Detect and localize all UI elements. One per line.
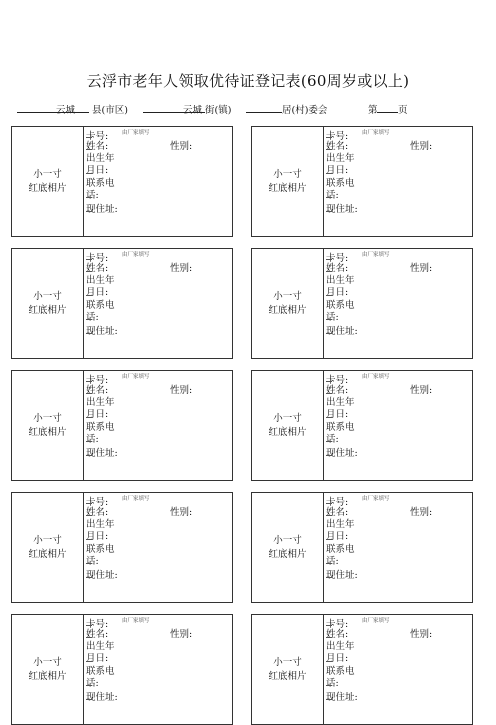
registration-card (251, 614, 473, 725)
info-fields (86, 249, 232, 358)
photo-label-2: 红底相片 (268, 670, 307, 682)
card-no-note: 由厂家填写 (362, 496, 390, 502)
address-label: 现住址: (86, 570, 118, 581)
birth-label-1: 出生年 (326, 153, 355, 164)
photo-label-1: 小一寸 (273, 656, 302, 668)
photo-label-2: 红底相片 (268, 182, 307, 194)
birth-label-2: 月日: (326, 531, 349, 542)
photo-label-2: 红底相片 (28, 548, 67, 560)
name-label: 姓名: (86, 385, 109, 396)
card-no-label: 卡号: (326, 131, 349, 142)
phone-label-2: 话: (326, 678, 339, 689)
phone-label-2: 话: (86, 190, 99, 201)
name-label: 姓名: (326, 141, 349, 152)
card-no-label: 卡号: (86, 497, 109, 508)
phone-label-1: 联系电 (86, 178, 115, 189)
name-label: 姓名: (86, 263, 109, 274)
photo-label-2: 红底相片 (268, 426, 307, 438)
photo-label-1: 小一寸 (33, 290, 62, 302)
photo-placeholder (12, 493, 84, 602)
card-no-label: 卡号: (326, 375, 349, 386)
card-no-note: 由厂家填写 (362, 252, 390, 258)
county-underline (17, 112, 89, 113)
page-underline (377, 112, 398, 113)
info-fields (326, 615, 472, 724)
photo-label-2: 红底相片 (268, 304, 307, 316)
field-divider (326, 211, 332, 212)
street-label: 街(镇) (205, 105, 232, 116)
field-divider (86, 685, 92, 686)
photo-label-1: 小一寸 (273, 168, 302, 180)
photo-label-2: 红底相片 (28, 670, 67, 682)
photo-label-2: 红底相片 (268, 548, 307, 560)
address-label: 现住址: (326, 570, 358, 581)
field-divider (326, 563, 332, 564)
phone-label-2: 话: (86, 556, 99, 567)
photo-placeholder (12, 127, 84, 236)
registration-card (251, 492, 473, 603)
field-divider (326, 661, 332, 662)
phone-label-2: 话: (86, 678, 99, 689)
phone-label-2: 话: (326, 312, 339, 323)
photo-label-2: 红底相片 (28, 426, 67, 438)
phone-label-1: 联系电 (326, 544, 355, 555)
card-no-label: 卡号: (86, 131, 109, 142)
info-fields (86, 127, 232, 236)
birth-label-1: 出生年 (86, 519, 115, 530)
field-divider (86, 319, 92, 320)
field-divider (326, 173, 332, 174)
info-fields (326, 493, 472, 602)
field-divider (326, 393, 332, 394)
name-label: 姓名: (326, 629, 349, 640)
info-fields (86, 493, 232, 602)
field-divider (326, 625, 332, 626)
name-label: 姓名: (326, 385, 349, 396)
address-label: 现住址: (86, 692, 118, 703)
phone-label-1: 联系电 (326, 422, 355, 433)
phone-label-2: 话: (86, 312, 99, 323)
card-no-label: 卡号: (86, 253, 109, 264)
birth-label-2: 月日: (326, 165, 349, 176)
phone-label-1: 联系电 (86, 422, 115, 433)
name-label: 姓名: (86, 507, 109, 518)
gender-label: 性别: (410, 385, 433, 396)
birth-label-1: 出生年 (86, 153, 115, 164)
name-label: 姓名: (326, 263, 349, 274)
field-divider (86, 333, 92, 334)
page-suffix: 页 (398, 105, 408, 116)
village-label: 居(村)委会 (282, 105, 328, 116)
name-label: 姓名: (86, 141, 109, 152)
field-divider (326, 259, 332, 260)
photo-label-1: 小一寸 (33, 656, 62, 668)
gender-label: 性别: (410, 263, 433, 274)
photo-label-1: 小一寸 (33, 534, 62, 546)
phone-label-2: 话: (86, 434, 99, 445)
field-divider (326, 539, 332, 540)
card-no-label: 卡号: (326, 497, 349, 508)
info-fields (326, 249, 472, 358)
photo-label-1: 小一寸 (273, 534, 302, 546)
photo-placeholder (252, 249, 324, 358)
phone-label-2: 话: (326, 556, 339, 567)
photo-label-1: 小一寸 (33, 412, 62, 424)
phone-label-2: 话: (326, 434, 339, 445)
field-divider (326, 319, 332, 320)
card-no-note: 由厂家填写 (122, 252, 150, 258)
address-label: 现住址: (326, 326, 358, 337)
registration-card (11, 126, 233, 237)
gender-label: 性别: (170, 507, 193, 518)
photo-placeholder (252, 371, 324, 480)
birth-label-2: 月日: (86, 165, 109, 176)
info-fields (326, 127, 472, 236)
field-divider (86, 515, 92, 516)
field-divider (86, 503, 92, 504)
photo-label-2: 红底相片 (28, 182, 67, 194)
field-divider (326, 137, 332, 138)
address-label: 现住址: (86, 448, 118, 459)
card-no-note: 由厂家填写 (122, 496, 150, 502)
county-label: 县(市区) (92, 105, 128, 116)
field-divider (326, 295, 332, 296)
phone-label-2: 话: (326, 190, 339, 201)
phone-label-1: 联系电 (326, 300, 355, 311)
photo-placeholder (12, 615, 84, 724)
address-label: 现住址: (326, 204, 358, 215)
birth-label-2: 月日: (86, 409, 109, 420)
field-divider (86, 295, 92, 296)
header-row (0, 102, 496, 116)
county-value: 云城 (56, 105, 76, 116)
field-divider (86, 259, 92, 260)
page-title: 云浮市老年人领取优待证登记表(60周岁或以上) (86, 72, 410, 90)
photo-placeholder (252, 127, 324, 236)
field-divider (326, 685, 332, 686)
card-no-note: 由厂家填写 (122, 374, 150, 380)
field-divider (326, 515, 332, 516)
field-divider (86, 563, 92, 564)
name-label: 姓名: (326, 507, 349, 518)
field-divider (86, 625, 92, 626)
registration-card (11, 614, 233, 725)
birth-label-2: 月日: (326, 287, 349, 298)
card-no-label: 卡号: (86, 375, 109, 386)
gender-label: 性别: (170, 141, 193, 152)
field-divider (86, 699, 92, 700)
field-divider (326, 149, 332, 150)
field-divider (86, 137, 92, 138)
field-divider (326, 381, 332, 382)
field-divider (86, 577, 92, 578)
field-divider (326, 417, 332, 418)
field-divider (326, 197, 332, 198)
registration-card (11, 492, 233, 603)
field-divider (86, 417, 92, 418)
address-label: 现住址: (86, 326, 118, 337)
gender-label: 性别: (170, 629, 193, 640)
photo-label-1: 小一寸 (273, 290, 302, 302)
gender-label: 性别: (170, 263, 193, 274)
field-divider (326, 455, 332, 456)
field-divider (86, 393, 92, 394)
name-label: 姓名: (86, 629, 109, 640)
field-divider (326, 333, 332, 334)
address-label: 现住址: (326, 448, 358, 459)
photo-label-1: 小一寸 (33, 168, 62, 180)
card-no-label: 卡号: (86, 619, 109, 630)
card-no-note: 由厂家填写 (362, 130, 390, 136)
photo-placeholder (252, 493, 324, 602)
info-fields (86, 615, 232, 724)
field-divider (86, 173, 92, 174)
gender-label: 性别: (170, 385, 193, 396)
field-divider (86, 441, 92, 442)
street-value: 云城 (183, 105, 203, 116)
photo-placeholder (12, 371, 84, 480)
birth-label-1: 出生年 (326, 397, 355, 408)
registration-card (11, 248, 233, 359)
info-fields (86, 371, 232, 480)
phone-label-1: 联系电 (86, 544, 115, 555)
birth-label-1: 出生年 (326, 641, 355, 652)
page-prefix: 第 (368, 105, 378, 116)
photo-placeholder (252, 615, 324, 724)
gender-label: 性别: (410, 141, 433, 152)
address-label: 现住址: (86, 204, 118, 215)
field-divider (86, 211, 92, 212)
field-divider (326, 441, 332, 442)
field-divider (326, 637, 332, 638)
birth-label-1: 出生年 (86, 641, 115, 652)
birth-label-2: 月日: (86, 287, 109, 298)
phone-label-1: 联系电 (86, 300, 115, 311)
phone-label-1: 联系电 (326, 178, 355, 189)
address-label: 现住址: (326, 692, 358, 703)
birth-label-2: 月日: (86, 653, 109, 664)
birth-label-1: 出生年 (86, 397, 115, 408)
field-divider (86, 149, 92, 150)
phone-label-1: 联系电 (326, 666, 355, 677)
photo-label-2: 红底相片 (28, 304, 67, 316)
field-divider (86, 271, 92, 272)
field-divider (86, 539, 92, 540)
card-no-note: 由厂家填写 (122, 618, 150, 624)
registration-card (251, 126, 473, 237)
card-no-note: 由厂家填写 (362, 374, 390, 380)
field-divider (326, 577, 332, 578)
street-underline (143, 112, 205, 113)
gender-label: 性别: (410, 507, 433, 518)
registration-card (251, 370, 473, 481)
card-no-note: 由厂家填写 (122, 130, 150, 136)
birth-label-2: 月日: (326, 409, 349, 420)
photo-placeholder (12, 249, 84, 358)
village-underline (246, 112, 282, 113)
field-divider (326, 271, 332, 272)
field-divider (86, 661, 92, 662)
gender-label: 性别: (410, 629, 433, 640)
birth-label-2: 月日: (326, 653, 349, 664)
field-divider (86, 637, 92, 638)
field-divider (326, 503, 332, 504)
photo-label-1: 小一寸 (273, 412, 302, 424)
card-no-note: 由厂家填写 (362, 618, 390, 624)
info-fields (326, 371, 472, 480)
birth-label-2: 月日: (86, 531, 109, 542)
phone-label-1: 联系电 (86, 666, 115, 677)
registration-card (11, 370, 233, 481)
card-no-label: 卡号: (326, 619, 349, 630)
birth-label-1: 出生年 (326, 275, 355, 286)
birth-label-1: 出生年 (86, 275, 115, 286)
field-divider (86, 455, 92, 456)
field-divider (86, 197, 92, 198)
card-no-label: 卡号: (326, 253, 349, 264)
registration-card (251, 248, 473, 359)
field-divider (326, 699, 332, 700)
birth-label-1: 出生年 (326, 519, 355, 530)
field-divider (86, 381, 92, 382)
